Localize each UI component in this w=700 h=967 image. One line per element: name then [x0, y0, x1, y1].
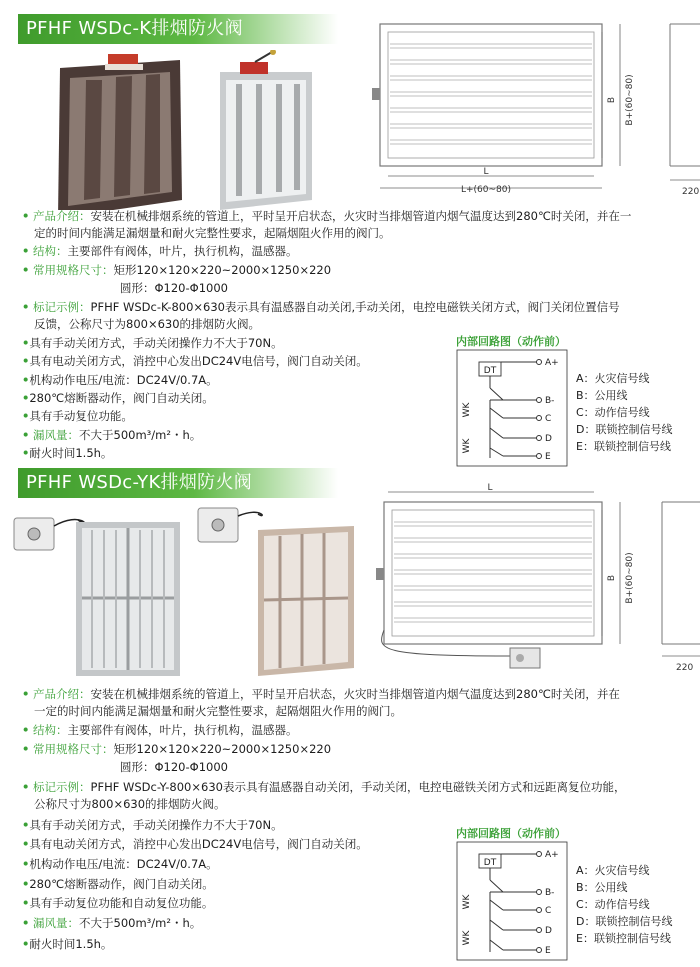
section1-technical-drawing — [370, 14, 700, 194]
s1-legend-e: E：联锁控制信号线 — [576, 440, 671, 453]
s2-feature-2: •具有电动关闭方式，消控中心发出DC24V电信号，阀门自动关闭。 — [22, 837, 368, 851]
s1-dim-B: B — [607, 96, 617, 104]
s1-legend-d: D：联锁控制信号线 — [576, 423, 673, 436]
s1-dim-depth: 220 — [682, 187, 700, 194]
s1-feature-5: •具有手动复位功能。 — [22, 409, 133, 423]
s1-legend-b: B：公用线 — [576, 389, 628, 402]
s2-fire: •耐火时间1.5h。 — [22, 937, 113, 951]
s1-term-c: C — [545, 414, 552, 424]
silver-valve-image — [220, 50, 312, 210]
s2-wk-label-2: WK — [462, 930, 472, 946]
s2-spec-rect: • 常用规格尺寸：矩形120×120×220~2000×1250×220 — [22, 742, 332, 756]
s1-spec-rect: • 常用规格尺寸：矩形120×120×220~2000×1250×220 — [22, 263, 332, 277]
s1-term-e: E — [545, 452, 551, 462]
s2-leak: • 漏风量：不大于500m³/m²・h。 — [22, 916, 202, 930]
s2-spec-round: 圆形：Φ120-Φ1000 — [120, 760, 228, 774]
s2-dim-B: B — [607, 574, 617, 582]
s1-dt-label: DT — [483, 366, 497, 376]
s2-legend-b: B：公用线 — [576, 881, 628, 894]
s1-spec-round: 圆形：Φ120-Φ1000 — [120, 281, 228, 295]
yk-valve-side-image — [198, 508, 354, 676]
s2-example-line1: • 标记示例：PFHF WSDc-Y-800×630表示具有温感器自动关闭，手动关闭，电控电磁铁关闭方式和远距离复位功能， — [22, 780, 626, 794]
s2-term-a: A+ — [545, 850, 559, 860]
s1-wk-label-1: WK — [462, 402, 472, 418]
yk-valve-front-image — [14, 518, 180, 676]
s2-example-line2: 公称尺寸为800×630的排烟防火阀。 — [34, 797, 226, 811]
s2-feature-5: •具有手动复位功能和自动复位功能。 — [22, 896, 214, 910]
s2-legend-a: A：火灾信号线 — [576, 864, 650, 877]
section1-title-banner — [18, 14, 338, 44]
s1-circuit-title: 内部回路图（动作前） — [456, 335, 566, 348]
s1-legend-a: A：火灾信号线 — [576, 372, 650, 385]
s1-feature-2: •具有电动关闭方式，消控中心发出DC24V电信号，阀门自动关闭。 — [22, 354, 368, 368]
s1-dim-L-plus: L+(60~80) — [460, 185, 512, 194]
s1-term-d: D — [545, 434, 552, 444]
s1-leak: • 漏风量：不大于500m³/m²・h。 — [22, 428, 202, 442]
s2-term-c: C — [545, 906, 552, 916]
s2-term-e: E — [545, 946, 551, 956]
s2-term-b: B- — [545, 888, 555, 898]
s1-wk-label-2: WK — [462, 438, 472, 454]
s1-circuit-diagram — [455, 348, 575, 470]
s2-dim-depth: 220 — [676, 663, 694, 673]
s2-dt-label: DT — [483, 858, 497, 868]
s2-feature-4: •280℃熔断器动作，阀门自动关闭。 — [22, 877, 214, 891]
s1-example-line1: • 标记示例：PFHF WSDc-K-800×630表示具有温感器自动关闭,手动关闭，电控电磁铁关闭方式，阀门关闭位置信号 — [22, 300, 620, 314]
s2-wk-label-1: WK — [462, 894, 472, 910]
s2-dim-L: L — [487, 483, 493, 493]
s2-term-d: D — [545, 926, 552, 936]
s2-feature-1: •具有手动关闭方式，手动关闭操作力不大于70N。 — [22, 818, 283, 832]
section2-product-photos — [12, 500, 372, 680]
s1-structure: • 结构：主要部件有阀体，叶片，执行机构，温感器。 — [22, 244, 298, 258]
s2-legend-e: E：联锁控制信号线 — [576, 932, 671, 945]
s1-dim-L: L — [483, 167, 489, 177]
s2-circuit-diagram — [455, 840, 575, 964]
s1-feature-4: •280℃熔断器动作，阀门自动关闭。 — [22, 391, 214, 405]
s2-circuit-title: 内部回路图（动作前） — [456, 827, 566, 840]
section2-title-banner — [18, 468, 338, 498]
s2-intro-line2: 一定的时间内能满足漏烟量和耐火完整性要求，起隔烟阻火作用的阀门。 — [34, 704, 402, 718]
dark-valve-image — [58, 54, 182, 210]
s1-intro-line1: • 产品介绍：安装在机械排烟系统的管道上，平时呈开启状态，火灾时当排烟管道内烟气温度达到280℃时关闭，并在一 — [22, 209, 632, 223]
s2-intro-line1: • 产品介绍：安装在机械排烟系统的管道上，平时呈开启状态，火灾时当排烟管道内烟气温度达到280℃时关闭，并在 — [22, 687, 620, 701]
s1-feature-1: •具有手动关闭方式，手动关闭操作力不大于70N。 — [22, 336, 283, 350]
s1-term-b: B- — [545, 396, 555, 406]
s2-structure: • 结构：主要部件有阀体，叶片，执行机构，温感器。 — [22, 723, 298, 737]
section1-title: PFHF WSDc-K排烟防火阀 — [26, 18, 243, 39]
s1-feature-3: •机构动作电压/电流：DC24V/0.7A。 — [22, 373, 218, 387]
section2-title: PFHF WSDc-YK排烟防火阀 — [26, 472, 253, 493]
s1-intro-line2: 定的时间内能满足漏烟量和耐火完整性要求，起隔烟阻火作用的阀门。 — [34, 226, 391, 240]
s1-example-line2: 反馈，公称尺寸为800×630的排烟防火阀。 — [34, 317, 261, 331]
s1-legend-c: C：动作信号线 — [576, 406, 650, 419]
s1-fire: •耐火时间1.5h。 — [22, 446, 113, 460]
s1-term-a: A+ — [545, 358, 559, 368]
s2-dim-B-plus: B+(60~80) — [625, 552, 635, 604]
s2-legend-d: D：联锁控制信号线 — [576, 915, 673, 928]
s2-legend-c: C：动作信号线 — [576, 898, 650, 911]
s2-feature-3: •机构动作电压/电流：DC24V/0.7A。 — [22, 857, 218, 871]
s1-dim-B-plus: B+(60~80) — [625, 74, 635, 126]
section1-product-photos — [50, 50, 375, 210]
section2-technical-drawing — [370, 480, 700, 680]
